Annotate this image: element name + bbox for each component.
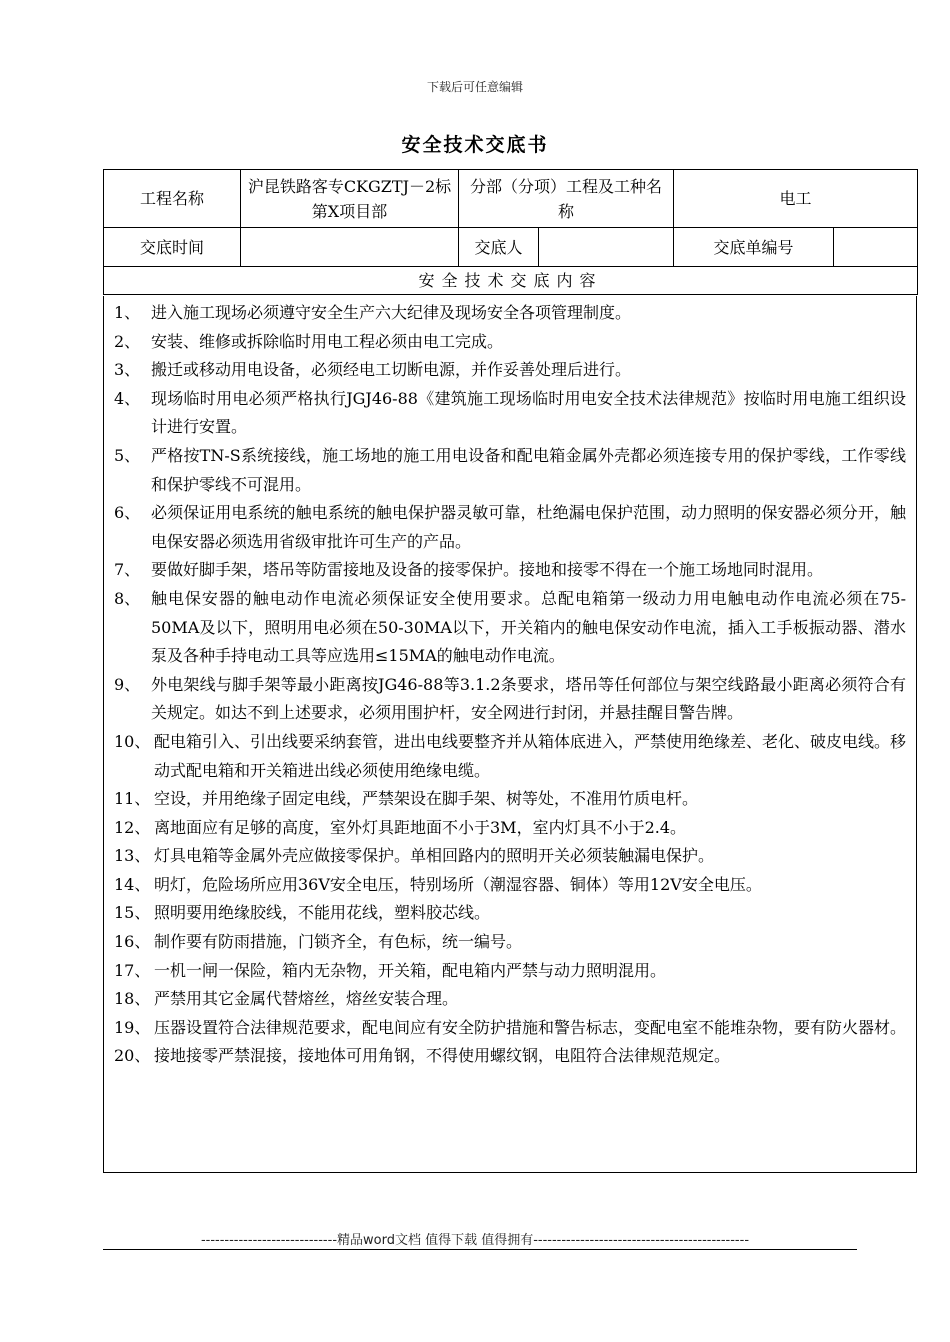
item-text: 一机一闸一保险，箱内无杂物，开关箱，配电箱内严禁与动力照明混用。 xyxy=(154,960,667,980)
document-title: 安全技术交底书 xyxy=(401,134,549,156)
content-header: 安全技术交底内容 xyxy=(104,267,918,295)
item-text: 现场临时用电必须严格执行JGJ46-88《建筑施工现场临时用电安全技术法律规范》按临时用电施工组织设计进行安置。 xyxy=(151,388,906,437)
list-item xyxy=(114,957,906,986)
item-text: 进入施工现场必须遵守安全生产六大纪律及现场安全各项管理制度。 xyxy=(151,303,632,322)
info-row-meta xyxy=(104,228,918,267)
header-note: 下载后可任意编辑 xyxy=(426,80,523,94)
item-number: 1、 xyxy=(114,303,141,322)
list-item xyxy=(114,328,906,357)
item-number: 7、 xyxy=(114,560,141,580)
item-number: 16、 xyxy=(114,932,151,952)
list-item xyxy=(114,814,906,843)
item-text: 要做好脚手架，塔吊等防雷接地及设备的接零保护。接地和接零不得在一个施工场地同时混用。 xyxy=(151,560,824,580)
list-item xyxy=(114,928,906,957)
item-number: 11、 xyxy=(114,789,151,809)
item-number: 8、 xyxy=(114,588,141,608)
content-box xyxy=(103,296,917,1173)
item-number: 18、 xyxy=(114,989,151,1009)
item-text: 空设，并用绝缘子固定电线，严禁架设在脚手架、树等处，不准用竹质电杆。 xyxy=(154,789,699,809)
presenter-label: 交底人 xyxy=(459,228,539,267)
item-number: 10、 xyxy=(114,731,151,751)
item-text: 必须保证用电系统的触电系统的触电保护器灵敏可靠，杜绝漏电保护范围，动力照明的保安器必须分开，触电保安器必须选用省级审批许可生产的产品。 xyxy=(151,503,906,551)
item-text: 照明要用绝缘胶线，不能用花线，塑料胶芯线。 xyxy=(154,903,491,923)
project-name-label: 工程名称 xyxy=(104,170,241,228)
doc-number-value xyxy=(834,228,918,267)
item-text: 触电保安器的触电动作电流必须保证安全使用要求。总配电箱第一级动力用电触电动作电流必须在75-50MA及以下，照明用电必须在50-30MA以下，开关箱内的触电保安动作电流，插入工手板振动器、潜水泵及各种手持电动工具等应选用≤15MA的触电动作电流。 xyxy=(151,588,906,666)
item-text: 制作要有防雨措施，门锁齐全，有色标，统一编号。 xyxy=(154,932,523,952)
item-number: 4、 xyxy=(114,388,141,408)
item-number: 19、 xyxy=(114,1017,151,1037)
list-item xyxy=(114,299,906,328)
list-item xyxy=(114,1014,906,1043)
item-text: 严格按TN-S系统接线，施工场地的施工用电设备和配电箱金属外壳都必须连接专用的保护零线，工作零线和保护零线不可混用。 xyxy=(151,445,906,494)
content-header-row xyxy=(104,267,918,295)
item-number: 15、 xyxy=(114,903,151,923)
item-number: 14、 xyxy=(114,874,151,894)
date-value xyxy=(241,228,459,267)
footer-text: -----------------------------精品word文档 值得下载 值得拥有---------------------------------------------- xyxy=(200,1233,750,1248)
list-item xyxy=(114,585,906,671)
project-name-value: 沪昆铁路客专CKGZTJ－2标第X项目部 xyxy=(241,170,459,228)
list-item xyxy=(114,356,906,385)
list-item xyxy=(114,842,906,871)
item-text: 离地面应有足够的高度，室外灯具距地面不小于3M，室内灯具不小于2.4。 xyxy=(154,817,687,837)
list-item xyxy=(114,899,906,928)
presenter-value xyxy=(539,228,674,267)
list-item xyxy=(114,442,906,499)
date-label: 交底时间 xyxy=(104,228,241,267)
list-item xyxy=(114,728,906,785)
list-item xyxy=(114,871,906,900)
info-table xyxy=(103,169,918,295)
item-text: 安装、维修或拆除临时用电工程必须由电工完成。 xyxy=(151,331,504,351)
doc-number-label: 交底单编号 xyxy=(674,228,834,267)
item-text: 外电架线与脚手架等最小距离按JG46-88等3.1.2条要求，塔吊等任何部位与架空线路最小距离必须符合有关规定。如达不到上述要求，必须用围护杆，安全网进行封闭，并悬挂醒目警告牌。 xyxy=(151,674,906,723)
list-item xyxy=(114,556,906,585)
list-item xyxy=(114,499,906,556)
list-item xyxy=(114,785,906,814)
list-item xyxy=(114,385,906,442)
info-row-project xyxy=(104,170,918,228)
item-number: 9、 xyxy=(114,674,141,694)
item-number: 12、 xyxy=(114,817,151,837)
item-number: 6、 xyxy=(114,503,141,523)
item-number: 20、 xyxy=(114,1046,151,1066)
subproject-label: 分部（分项）工程及工种名称 xyxy=(459,170,674,228)
item-text: 灯具电箱等金属外壳应做接零保护。单相回路内的照明开关必须装触漏电保护。 xyxy=(154,846,715,866)
item-text: 严禁用其它金属代替熔丝，熔丝安装合理。 xyxy=(154,989,459,1009)
footer-divider xyxy=(103,1249,857,1250)
item-text: 配电箱引入、引出线要采纳套管，进出电线要整齐并从箱体底进入，严禁使用绝缘差、老化、破皮电线。移动式配电箱和开关箱进出线必须使用绝缘电缆。 xyxy=(154,731,907,780)
item-number: 5、 xyxy=(114,445,141,465)
item-number: 17、 xyxy=(114,960,151,980)
item-number: 3、 xyxy=(114,360,141,380)
item-text: 搬迁或移动用电设备，必须经电工切断电源，并作妥善处理后进行。 xyxy=(151,360,632,380)
item-number: 13、 xyxy=(114,846,151,866)
list-item xyxy=(114,671,906,728)
list-item xyxy=(114,985,906,1014)
subproject-value: 电工 xyxy=(674,170,918,228)
list-item xyxy=(114,1042,906,1071)
safety-items-list xyxy=(104,296,916,1071)
item-text: 压器设置符合法律规范要求，配电间应有安全防护措施和警告标志，变配电室不能堆杂物，要有防火器材。 xyxy=(154,1017,907,1037)
item-text: 接地接零严禁混接，接地体可用角钢，不得使用螺纹钢，电阻符合法律规范规定。 xyxy=(154,1046,731,1066)
item-number: 2、 xyxy=(114,331,141,351)
item-text: 明灯，危险场所应用36V安全电压，特别场所（潮湿容器、铜体）等用12V安全电压。 xyxy=(154,874,762,894)
